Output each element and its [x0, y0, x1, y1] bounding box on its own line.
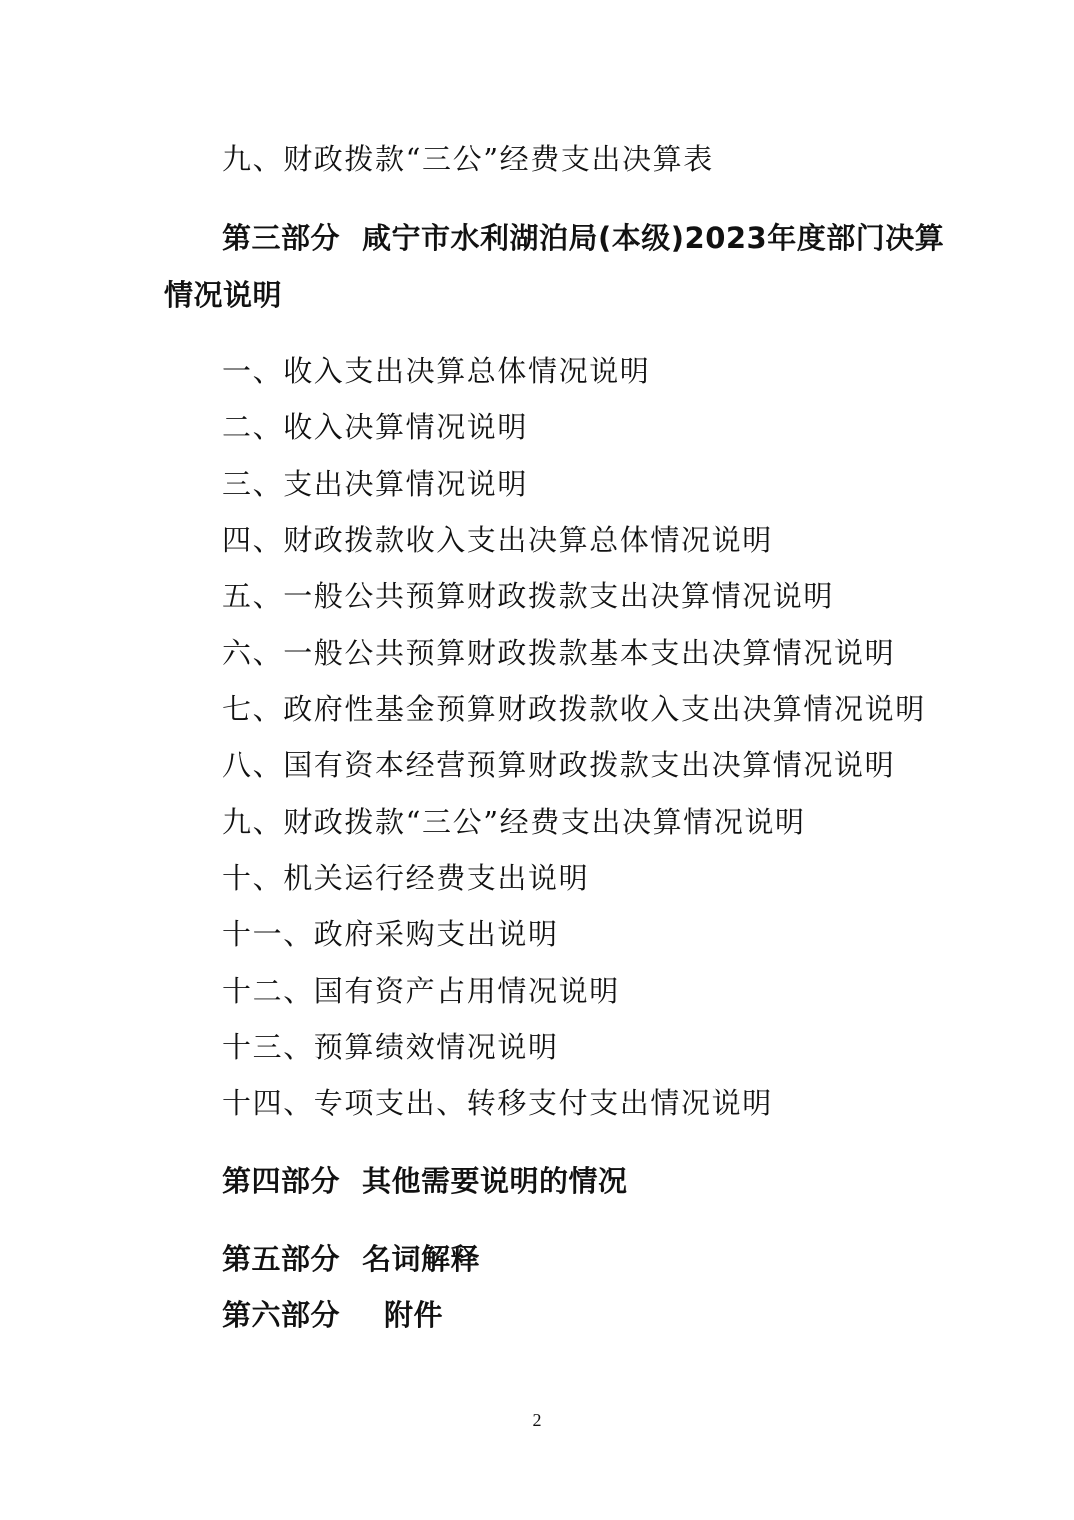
list-item: 二、收入决算情况说明: [222, 410, 529, 444]
list-item: 十一、政府采购支出说明: [222, 917, 559, 951]
list-item: 九、财政拨款“三公”经费支出决算情况说明: [222, 805, 806, 839]
part3-heading-continued: 情况说明: [164, 278, 283, 312]
part3-label: 第三部分: [222, 221, 341, 255]
part4-title: 其他需要说明的情况: [362, 1164, 628, 1198]
part6-label: 第六部分: [222, 1298, 341, 1332]
list-item: 六、一般公共预算财政拨款基本支出决算情况说明: [222, 636, 896, 670]
part3-title-line1: 咸宁市水利湖泊局(本级)2023年度部门决算: [362, 221, 945, 255]
part5-heading: [222, 1241, 480, 1277]
part5-title: 名词解释: [362, 1242, 481, 1276]
list-item: 十二、国有资产占用情况说明: [222, 974, 620, 1008]
part6-heading: [222, 1297, 443, 1333]
list-item: 十、机关运行经费支出说明: [222, 861, 590, 895]
part2-last-item: 九、财政拨款“三公”经费支出决算表: [222, 142, 714, 176]
list-item: 五、一般公共预算财政拨款支出决算情况说明: [222, 579, 835, 613]
list-item: 三、支出决算情况说明: [222, 467, 529, 501]
list-item: 七、政府性基金预算财政拨款收入支出决算情况说明: [222, 692, 926, 726]
list-item: 十三、预算绩效情况说明: [222, 1030, 559, 1064]
page-number: 2: [532, 1410, 542, 1430]
part4-label: 第四部分: [222, 1164, 341, 1198]
part5-label: 第五部分: [222, 1242, 341, 1276]
list-item: 八、国有资本经营预算财政拨款支出决算情况说明: [222, 748, 896, 782]
part6-title: 附件: [384, 1298, 444, 1332]
list-item: 一、收入支出决算总体情况说明: [222, 354, 651, 388]
part3-heading: [222, 220, 944, 256]
part4-heading: [222, 1163, 628, 1199]
list-item: 十四、专项支出、转移支付支出情况说明: [222, 1086, 773, 1120]
list-item: 四、财政拨款收入支出决算总体情况说明: [222, 523, 773, 557]
